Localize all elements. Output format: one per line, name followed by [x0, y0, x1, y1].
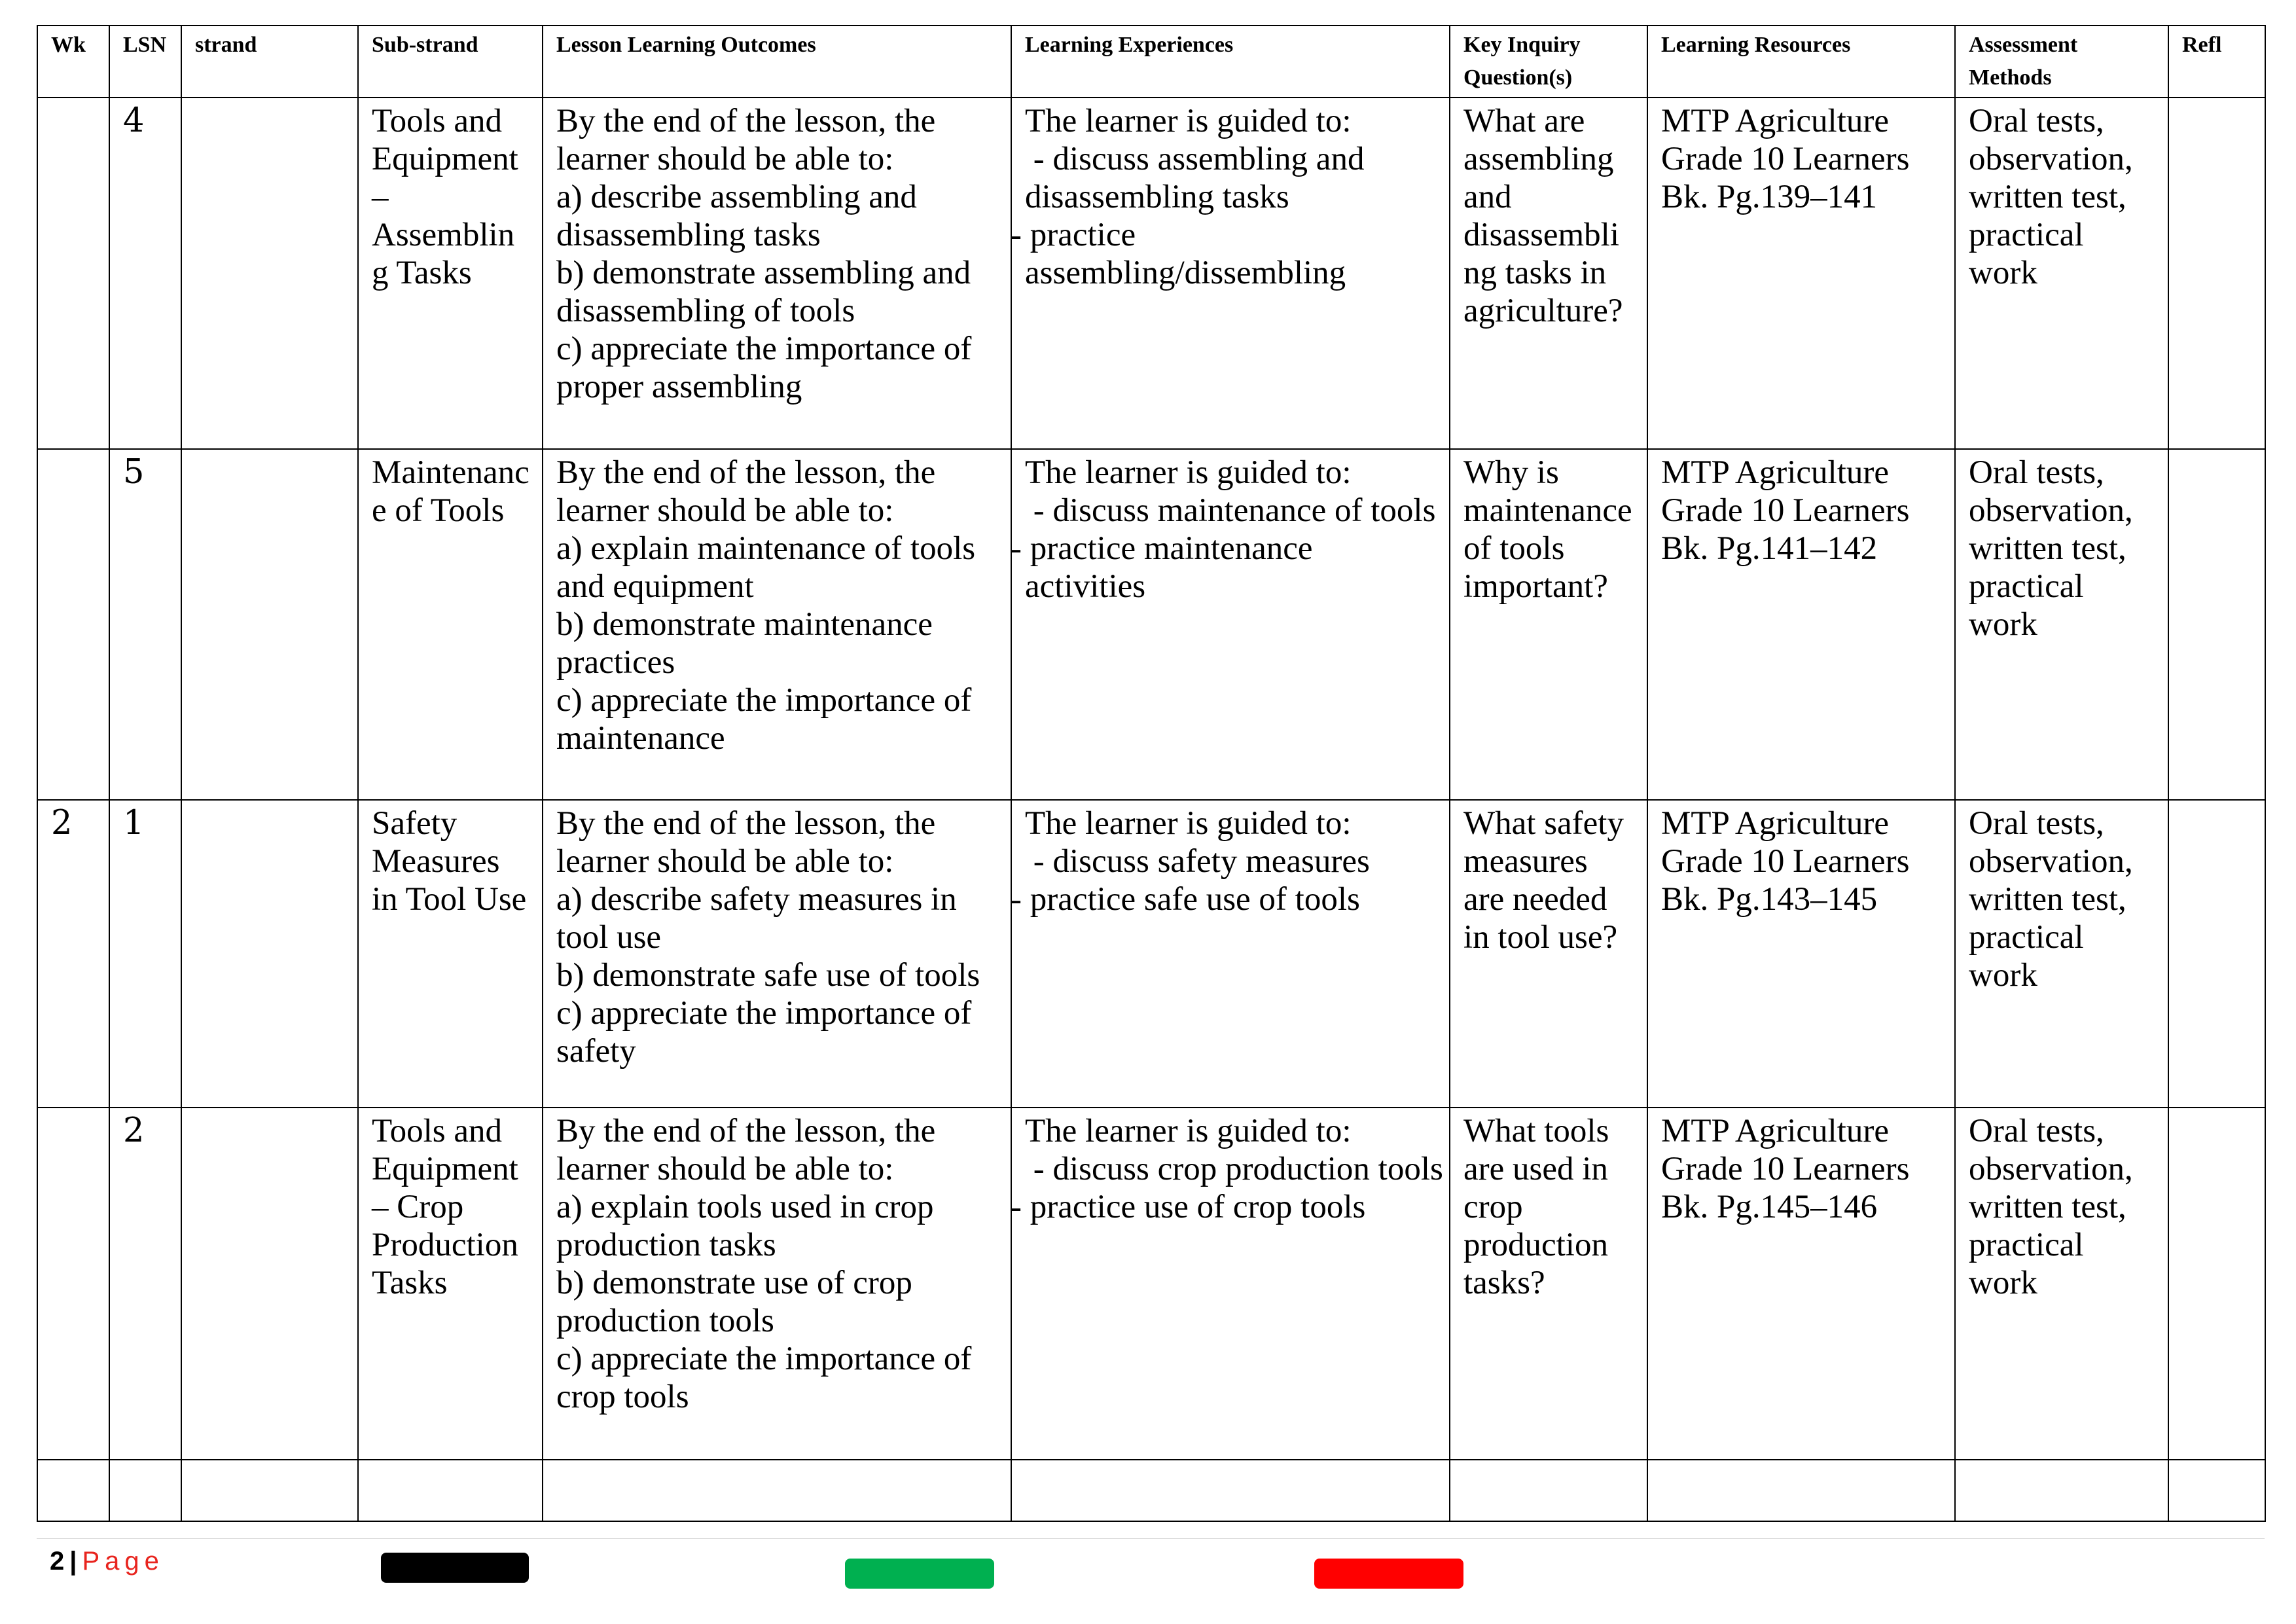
header-outcomes: Lesson Learning Outcomes: [543, 26, 1011, 98]
assessment-cell: [1955, 1108, 2168, 1460]
week-cell: [37, 1108, 109, 1460]
substrand-line: e of Tools: [372, 492, 505, 529]
outcomes-line: By the end of the lesson, the: [556, 103, 936, 139]
page-word: Page: [82, 1547, 164, 1576]
assessment-line: observation,: [1969, 492, 2133, 529]
strand-cell: [181, 98, 358, 449]
outcomes-line: practices: [556, 643, 675, 681]
header-lsn: LSN: [109, 26, 181, 98]
outcomes-line: a) describe assembling and: [556, 179, 917, 215]
resources-cell: [1647, 98, 1955, 449]
inquiry-cell: [1450, 800, 1647, 1108]
resources-cell: [1647, 1108, 1955, 1460]
outcomes-line: learner should be able to:: [556, 1151, 894, 1188]
resources-line: MTP Agriculture: [1661, 805, 1889, 842]
table-cell: [181, 1460, 358, 1521]
resources-line: Bk. Pg.145–146: [1661, 1189, 1878, 1226]
footer-divider: [37, 1538, 2265, 1539]
experiences-line: - discuss safety measures: [1025, 843, 1370, 880]
experiences-cell: [1011, 449, 1450, 801]
assessment-line: observation,: [1969, 141, 2133, 177]
outcomes-line: tool use: [556, 919, 662, 956]
header-substrand: Sub-strand: [358, 26, 543, 98]
outcomes-line: b) demonstrate assembling and: [556, 255, 971, 291]
substrand-line: Maintenanc: [372, 454, 529, 491]
outcomes-line: safety: [556, 1033, 636, 1070]
table-cell: [1647, 1460, 1955, 1521]
resources-line: Bk. Pg.139–141: [1661, 179, 1878, 215]
reflection-cell: [2168, 1108, 2265, 1460]
assessment-line: Oral tests,: [1969, 805, 2104, 842]
assessment-line: work: [1969, 957, 2037, 994]
table-cell: [2168, 1460, 2265, 1521]
table-header-row: [37, 26, 2265, 98]
experiences-line: disassembling tasks: [1025, 179, 1289, 215]
assessment-line: work: [1969, 255, 2037, 291]
resources-line: MTP Agriculture: [1661, 1113, 1889, 1150]
experiences-line: - practice: [1011, 217, 1136, 253]
outcomes-cell: [543, 98, 1011, 449]
inquiry-line: measures: [1463, 843, 1588, 880]
inquiry-line: important?: [1463, 568, 1608, 605]
outcomes-cell: [543, 1108, 1011, 1460]
outcomes-line: By the end of the lesson, the: [556, 1113, 936, 1150]
inquiry-line: in tool use?: [1463, 919, 1618, 956]
outcomes-line: production tasks: [556, 1227, 776, 1264]
green-color-swatch: [845, 1559, 994, 1589]
outcomes-line: a) describe safety measures in: [556, 881, 957, 918]
experiences-line: assembling/dissembling: [1025, 255, 1346, 291]
experiences-cell: [1011, 98, 1450, 449]
outcomes-line: b) demonstrate use of crop: [556, 1265, 912, 1302]
page-number: 2: [50, 1547, 65, 1576]
resources-line: Grade 10 Learners: [1661, 492, 1910, 529]
substrand-line: – Crop: [372, 1189, 464, 1226]
outcomes-cell: [543, 800, 1011, 1108]
assessment-line: work: [1969, 1265, 2037, 1302]
outcomes-line: learner should be able to:: [556, 141, 894, 177]
week-cell: [37, 98, 109, 449]
substrand-line: Tasks: [372, 1265, 448, 1302]
experiences-line: - practice maintenance: [1011, 530, 1313, 567]
inquiry-line: of tools: [1463, 530, 1565, 567]
inquiry-line: are used in: [1463, 1151, 1608, 1188]
inquiry-line: tasks?: [1463, 1265, 1545, 1302]
experiences-line: - practice safe use of tools: [1011, 881, 1360, 918]
reflection-cell: [2168, 449, 2265, 801]
inquiry-line: agriculture?: [1463, 293, 1623, 329]
assessment-line: written test,: [1969, 881, 2126, 918]
table-row: [37, 98, 2265, 449]
resources-cell: [1647, 449, 1955, 801]
substrand-line: Equipment: [372, 1151, 518, 1188]
strand-cell: [181, 800, 358, 1108]
lesson-number-cell: 5: [109, 449, 181, 801]
outcomes-line: a) explain tools used in crop: [556, 1189, 934, 1226]
assessment-line: observation,: [1969, 843, 2133, 880]
header-assessment: Assessment Methods: [1955, 26, 2168, 98]
header-inquiry: Key Inquiry Question(s): [1450, 26, 1647, 98]
substrand-line: Production: [372, 1227, 518, 1264]
outcomes-line: learner should be able to:: [556, 843, 894, 880]
lesson-number-cell: 4: [109, 98, 181, 449]
outcomes-line: c) appreciate the importance of: [556, 995, 972, 1032]
black-color-swatch: [381, 1553, 529, 1583]
substrand-cell: [358, 449, 543, 801]
experiences-line: The learner is guided to:: [1025, 454, 1352, 491]
inquiry-line: are needed: [1463, 881, 1607, 918]
outcomes-line: c) appreciate the importance of: [556, 681, 972, 719]
experiences-cell: [1011, 1108, 1450, 1460]
table-cell: [543, 1460, 1011, 1521]
outcomes-cell: [543, 449, 1011, 801]
assessment-line: Oral tests,: [1969, 1113, 2104, 1150]
header-experiences: Learning Experiences: [1011, 26, 1450, 98]
outcomes-line: By the end of the lesson, the: [556, 805, 936, 842]
assessment-line: Oral tests,: [1969, 103, 2104, 139]
assessment-line: work: [1969, 605, 2037, 643]
table-cell: [1011, 1460, 1450, 1521]
outcomes-line: production tools: [556, 1303, 774, 1340]
inquiry-line: What tools: [1463, 1113, 1609, 1150]
resources-cell: [1647, 800, 1955, 1108]
inquiry-line: What safety: [1463, 805, 1624, 842]
inquiry-line: Why is: [1463, 454, 1559, 491]
substrand-line: Measures: [372, 843, 500, 880]
resources-line: MTP Agriculture: [1661, 103, 1889, 139]
header-reflection: Refl: [2168, 26, 2265, 98]
outcomes-line: b) demonstrate safe use of tools: [556, 957, 980, 994]
assessment-line: written test,: [1969, 179, 2126, 215]
outcomes-line: crop tools: [556, 1379, 689, 1416]
inquiry-line: assembling: [1463, 141, 1614, 177]
assessment-line: practical: [1969, 568, 2084, 605]
page-separator: |: [69, 1547, 77, 1576]
table-row: [37, 449, 2265, 801]
substrand-cell: [358, 1108, 543, 1460]
assessment-line: practical: [1969, 1227, 2084, 1264]
assessment-cell: [1955, 98, 2168, 449]
header-strand: strand: [181, 26, 358, 98]
inquiry-cell: [1450, 1108, 1647, 1460]
resources-line: Bk. Pg.143–145: [1661, 881, 1878, 918]
page-footer: [50, 1545, 164, 1578]
experiences-line: - discuss maintenance of tools: [1025, 492, 1436, 529]
scheme-of-work-table: [37, 25, 2266, 1522]
outcomes-line: c) appreciate the importance of: [556, 1341, 972, 1378]
outcomes-line: a) explain maintenance of tools: [556, 530, 976, 567]
assessment-line: written test,: [1969, 530, 2126, 567]
reflection-cell: [2168, 98, 2265, 449]
experiences-line: The learner is guided to:: [1025, 805, 1352, 842]
inquiry-line: production: [1463, 1227, 1608, 1264]
outcomes-line: By the end of the lesson, the: [556, 454, 936, 491]
outcomes-line: maintenance: [556, 719, 725, 757]
inquiry-line: What are: [1463, 103, 1585, 139]
experiences-line: - discuss crop production tools: [1025, 1151, 1443, 1188]
outcomes-line: learner should be able to:: [556, 492, 894, 529]
outcomes-line: disassembling tasks: [556, 217, 821, 253]
assessment-line: written test,: [1969, 1189, 2126, 1226]
lesson-number-cell: 1: [109, 800, 181, 1108]
assessment-line: practical: [1969, 217, 2084, 253]
table-cell: [1450, 1460, 1647, 1521]
experiences-line: activities: [1025, 568, 1146, 605]
strand-cell: [181, 1108, 358, 1460]
table-row-empty: [37, 1460, 2265, 1521]
table-cell: [358, 1460, 543, 1521]
table-cell: [37, 1460, 109, 1521]
substrand-line: in Tool Use: [372, 881, 527, 918]
substrand-line: Safety: [372, 805, 457, 842]
assessment-cell: [1955, 800, 2168, 1108]
outcomes-line: c) appreciate the importance of: [556, 331, 972, 367]
substrand-cell: [358, 98, 543, 449]
experiences-line: - discuss assembling and: [1025, 141, 1365, 177]
header-resources: Learning Resources: [1647, 26, 1955, 98]
inquiry-line: maintenance: [1463, 492, 1632, 529]
experiences-line: The learner is guided to:: [1025, 1113, 1352, 1150]
inquiry-line: and: [1463, 179, 1512, 215]
inquiry-line: disassembli: [1463, 217, 1619, 253]
resources-line: Grade 10 Learners: [1661, 1151, 1910, 1188]
experiences-line: The learner is guided to:: [1025, 103, 1352, 139]
outcomes-line: and equipment: [556, 568, 754, 605]
table-cell: [1955, 1460, 2168, 1521]
table-cell: [109, 1460, 181, 1521]
inquiry-cell: [1450, 98, 1647, 449]
resources-line: MTP Agriculture: [1661, 454, 1889, 491]
week-cell: 2: [37, 800, 109, 1108]
assessment-line: observation,: [1969, 1151, 2133, 1188]
substrand-line: Tools and: [372, 103, 502, 139]
assessment-cell: [1955, 449, 2168, 801]
resources-line: Grade 10 Learners: [1661, 843, 1910, 880]
substrand-line: Assemblin: [372, 217, 515, 253]
inquiry-cell: [1450, 449, 1647, 801]
experiences-line: - practice use of crop tools: [1011, 1189, 1366, 1226]
outcomes-line: proper assembling: [556, 369, 802, 405]
resources-line: Grade 10 Learners: [1661, 141, 1910, 177]
substrand-line: –: [372, 179, 389, 215]
outcomes-line: b) demonstrate maintenance: [556, 605, 933, 643]
substrand-line: Equipment: [372, 141, 518, 177]
substrand-cell: [358, 800, 543, 1108]
red-color-swatch: [1314, 1559, 1463, 1589]
strand-cell: [181, 449, 358, 801]
experiences-cell: [1011, 800, 1450, 1108]
inquiry-line: ng tasks in: [1463, 255, 1607, 291]
week-cell: [37, 449, 109, 801]
table-row: [37, 800, 2265, 1108]
inquiry-line: crop: [1463, 1189, 1523, 1226]
resources-line: Bk. Pg.141–142: [1661, 530, 1878, 567]
lesson-number-cell: 2: [109, 1108, 181, 1460]
substrand-line: g Tasks: [372, 255, 472, 291]
outcomes-line: disassembling of tools: [556, 293, 855, 329]
table-row: [37, 1108, 2265, 1460]
assessment-line: practical: [1969, 919, 2084, 956]
reflection-cell: [2168, 800, 2265, 1108]
substrand-line: Tools and: [372, 1113, 502, 1150]
header-wk: Wk: [37, 26, 109, 98]
assessment-line: Oral tests,: [1969, 454, 2104, 491]
